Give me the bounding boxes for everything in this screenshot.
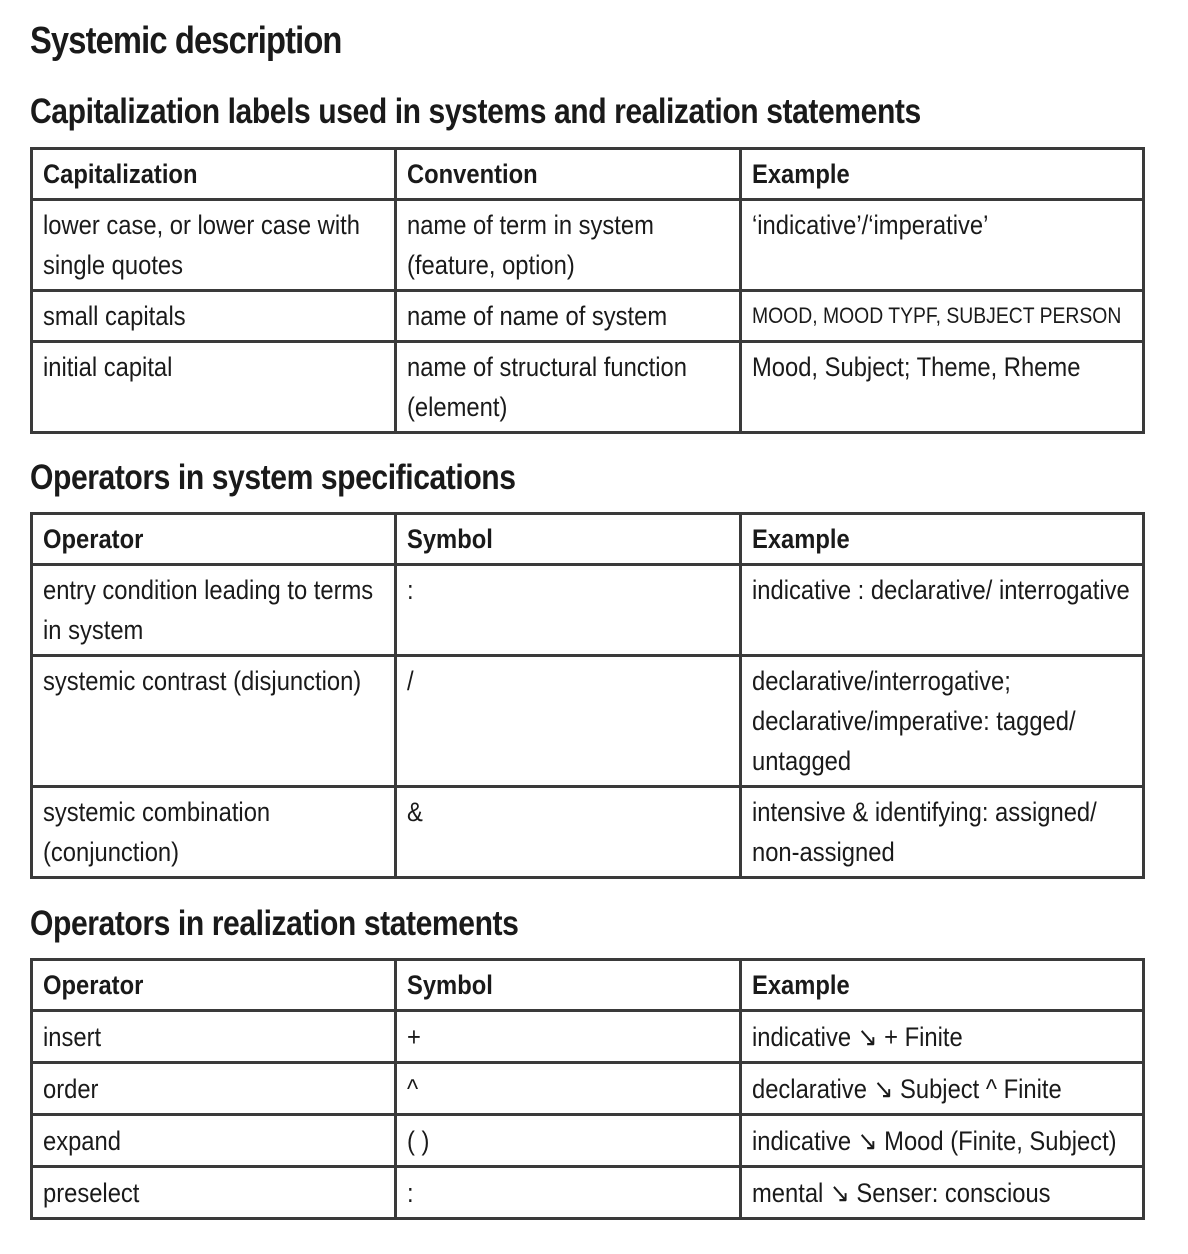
table-cell: Mood, Subject; Theme, Rheme (741, 342, 1144, 433)
column-header: Example (741, 960, 1144, 1011)
realization-operators-table (30, 958, 1145, 1220)
table-cell: name of name of system (396, 291, 741, 342)
table-row (32, 200, 1144, 291)
table-cell: ‘indicative’/‘imperative’ (741, 200, 1144, 291)
table-cell: indicative ↘ Mood (Finite, Subject) (741, 1115, 1144, 1167)
table-cell: + (396, 1011, 741, 1063)
system-operators-table (30, 512, 1145, 879)
table-row (32, 787, 1144, 878)
table-cell: mental ↘ Senser: conscious (741, 1167, 1144, 1219)
table-cell: indicative ↘ + Finite (741, 1011, 1144, 1063)
column-header: Example (741, 514, 1144, 565)
section-heading-capitalization: Capitalization labels used in systems and realization statements (30, 92, 921, 131)
table-cell: entry condition leading to terms in system (32, 565, 396, 656)
table-cell: MOOD, MOOD TYPF, SUBJECT PERSON (741, 291, 1144, 342)
table-row (32, 1115, 1144, 1167)
table-cell: declarative ↘ Subject ^ Finite (741, 1063, 1144, 1115)
table-row (32, 1063, 1144, 1115)
table-cell: ( ) (396, 1115, 741, 1167)
table-header-row (32, 960, 1144, 1011)
table-cell: : (396, 1167, 741, 1219)
table-cell: small capitals (32, 291, 396, 342)
table-cell: name of structural function (element) (396, 342, 741, 433)
column-header: Symbol (396, 514, 741, 565)
section-heading-system-operators: Operators in system specifications (30, 458, 516, 497)
table-row (32, 1167, 1144, 1219)
table-cell: declarative/interrogative; declarative/imperative: tagged/ untagged (741, 656, 1144, 787)
column-header: Capitalization (32, 149, 396, 200)
column-header: Symbol (396, 960, 741, 1011)
table-cell: systemic contrast (disjunction) (32, 656, 396, 787)
column-header: Example (741, 149, 1144, 200)
table-cell: insert (32, 1011, 396, 1063)
page-title: Systemic description (30, 20, 342, 62)
table-cell: preselect (32, 1167, 396, 1219)
table-cell: name of term in system (feature, option) (396, 200, 741, 291)
table-header-row (32, 149, 1144, 200)
table-cell: initial capital (32, 342, 396, 433)
table-row (32, 342, 1144, 433)
table-cell: intensive & identifying: assigned/ non-assigned (741, 787, 1144, 878)
table-cell: indicative : declarative/ interrogative (741, 565, 1144, 656)
table-cell: / (396, 656, 741, 787)
table-cell: order (32, 1063, 396, 1115)
table-cell: expand (32, 1115, 396, 1167)
section-heading-realization-operators: Operators in realization statements (30, 904, 519, 943)
table-cell: lower case, or lower case with single quotes (32, 200, 396, 291)
table-cell: systemic combination (conjunction) (32, 787, 396, 878)
table-row (32, 656, 1144, 787)
table-cell: ^ (396, 1063, 741, 1115)
column-header: Convention (396, 149, 741, 200)
table-row (32, 565, 1144, 656)
table-cell: & (396, 787, 741, 878)
table-row (32, 1011, 1144, 1063)
table-header-row (32, 514, 1144, 565)
column-header: Operator (32, 960, 396, 1011)
table-row (32, 291, 1144, 342)
capitalization-table (30, 147, 1145, 434)
table-cell: : (396, 565, 741, 656)
column-header: Operator (32, 514, 396, 565)
